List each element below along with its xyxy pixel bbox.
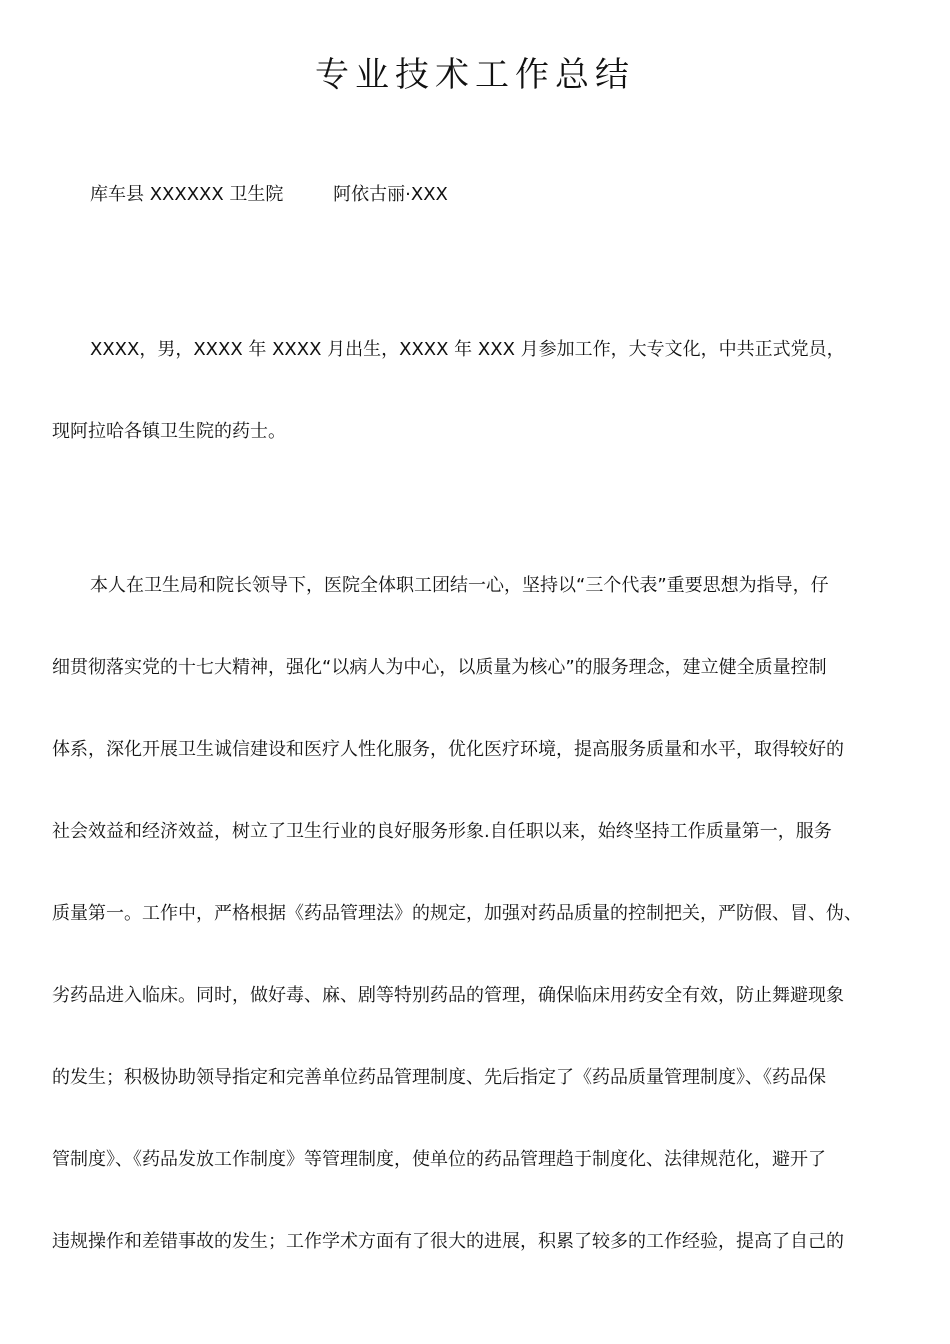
author-line: [90, 180, 448, 210]
paragraph-line: 本人在卫生局和院长领导下，医院全体职工团结一心，坚持以“三个代表”重要思想为指导，仔: [90, 575, 829, 596]
paragraph-line: 管制度》、《药品发放工作制度》等管理制度，使单位的药品管理趋于制度化、法律规范化，避开了: [52, 1149, 826, 1170]
document-title: 专业技术工作总结: [315, 55, 635, 95]
paragraph-line: 违规操作和差错事故的发生；工作学术方面有了很大的进展，积累了较多的工作经验，提高了自己的: [52, 1231, 844, 1252]
paragraph-line: 现阿拉哈各镇卫生院的药士。: [52, 421, 286, 442]
paragraph-line: 社会效益和经济效益，树立了卫生行业的良好服务形象.自任职以来，始终坚持工作质量第一，服务: [52, 821, 832, 842]
paragraph-line: 细贯彻落实党的十七大精神，强化“以病人为中心，以质量为核心”的服务理念，建立健全质量控制: [52, 657, 827, 678]
paragraph-work-summary: [52, 545, 898, 1283]
paragraph-line: 劣药品进入临床。同时，做好毒、麻、剧等特别药品的管理，确保临床用药安全有效，防止舞避现象: [52, 985, 844, 1006]
author-organization: 库车县 XXXXXX 卫生院: [90, 184, 284, 205]
paragraph-line: 的发生；积极协助领导指定和完善单位药品管理制度、先后指定了《药品质量管理制度》、《药品保: [52, 1067, 826, 1088]
paragraph-line: 质量第一。工作中，严格根据《药品管理法》的规定，加强对药品质量的控制把关，严防假、冒、伪、: [52, 903, 862, 924]
paragraph-line: 体系，深化开展卫生诚信建设和医疗人性化服务，优化医疗环境，提高服务质量和水平，取得较好的: [52, 739, 844, 760]
paragraph-personal-info: [52, 309, 898, 473]
author-name: 阿依古丽·XXX: [333, 184, 448, 205]
paragraph-line: XXXX，男，XXXX 年 XXXX 月出生，XXXX 年 XXX 月参加工作，大专文化，中共正式党员，: [90, 339, 845, 360]
